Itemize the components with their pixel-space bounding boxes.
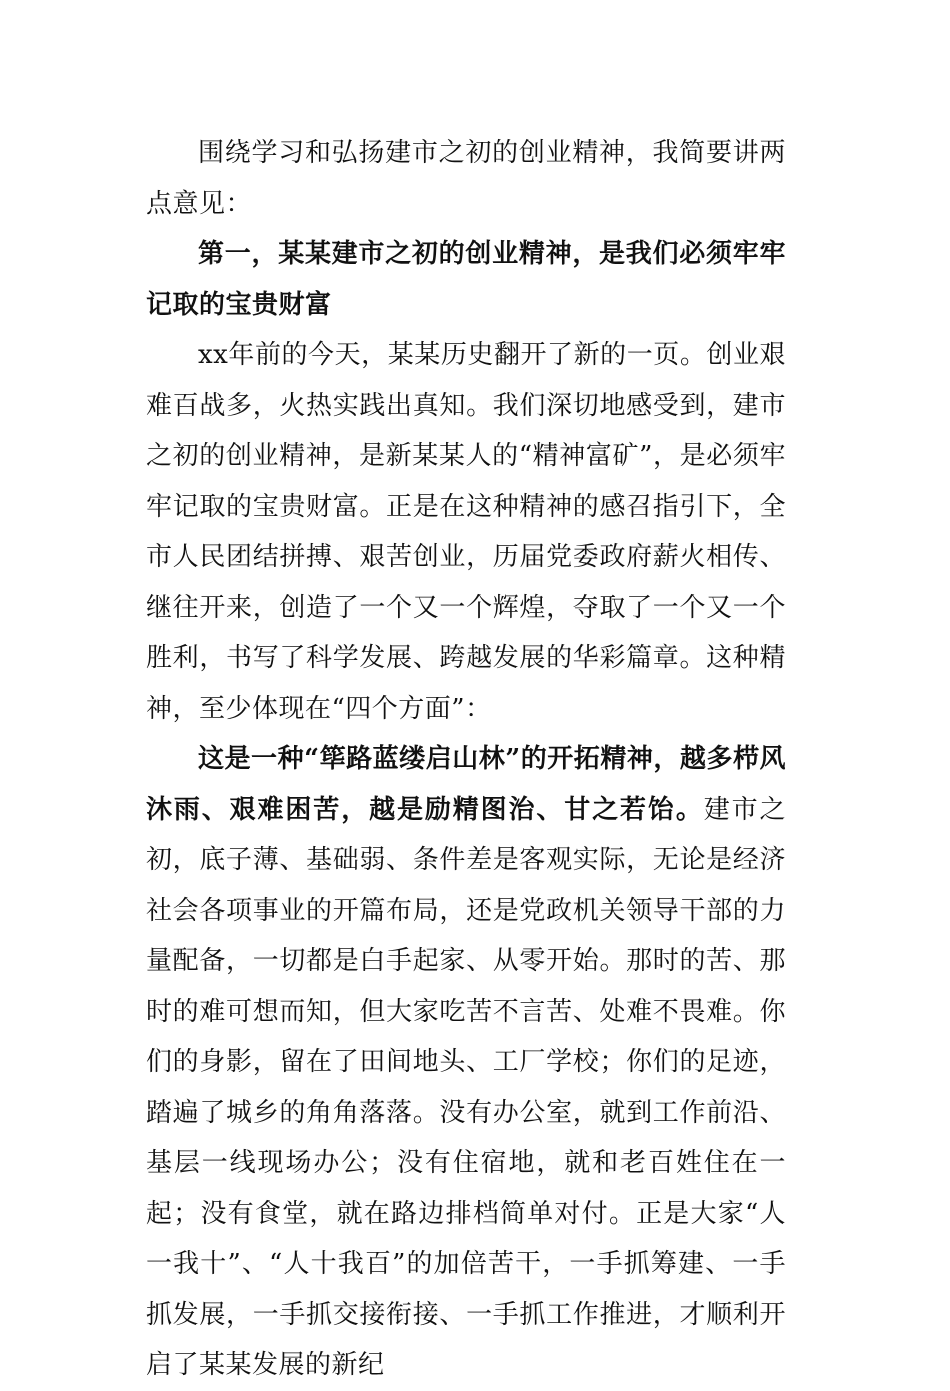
intro-paragraph: 围绕学习和弘扬建市之初的创业精神，我简要讲两点意见：	[146, 138, 786, 219]
document-body	[146, 128, 786, 1391]
bold-lead-sentence: 这是一种“筚路蓝缕启山林”的开拓精神，越多栉风沐雨、艰难困苦，越是励精图治、甘之若饴。	[146, 744, 786, 825]
paragraph-continuation: 建市之初，底子薄、基础弱、条件差是客观实际，无论是经济社会各项事业的开篇布局，还是党政机关领导干部的力量配备，一切都是白手起家、从零开始。那时的苦、那时的难可想而知，但大家吃苦不言苦、处难不畏难。你们的身影，留在了田间地头、工厂学校；你们的足迹，踏遍了城乡的角角落落。没有办公室，就到工作前沿、基层一线现场办公；没有住宿地，就和老百姓住在一起；没有食堂，就在路边排档简单对付。正是大家“人一我十”、“人十我百”的加倍苦干，一手抓筹建、一手抓发展，一手抓交接衔接、一手抓工作推进，才顺利开启了某某发展的新纪	[146, 794, 786, 1380]
section-heading: 第一，某某建市之初的创业精神，是我们必须牢牢记取的宝贵财富	[146, 239, 786, 320]
body-paragraph-with-lead	[146, 734, 786, 1391]
body-paragraph: xx年前的今天，某某历史翻开了新的一页。创业艰难百战多，火热实践出真知。我们深切地感受到，建市之初的创业精神，是新某某人的“精神富矿”，是必须牢牢记取的宝贵财富。正是在这种精神的感召指引下，全市人民团结拼搏、艰苦创业，历届党委政府薪火相传、继往开来，创造了一个又一个辉煌，夺取了一个又一个胜利，书写了科学发展、跨越发展的华彩篇章。这种精神，至少体现在“四个方面”：	[146, 340, 786, 724]
